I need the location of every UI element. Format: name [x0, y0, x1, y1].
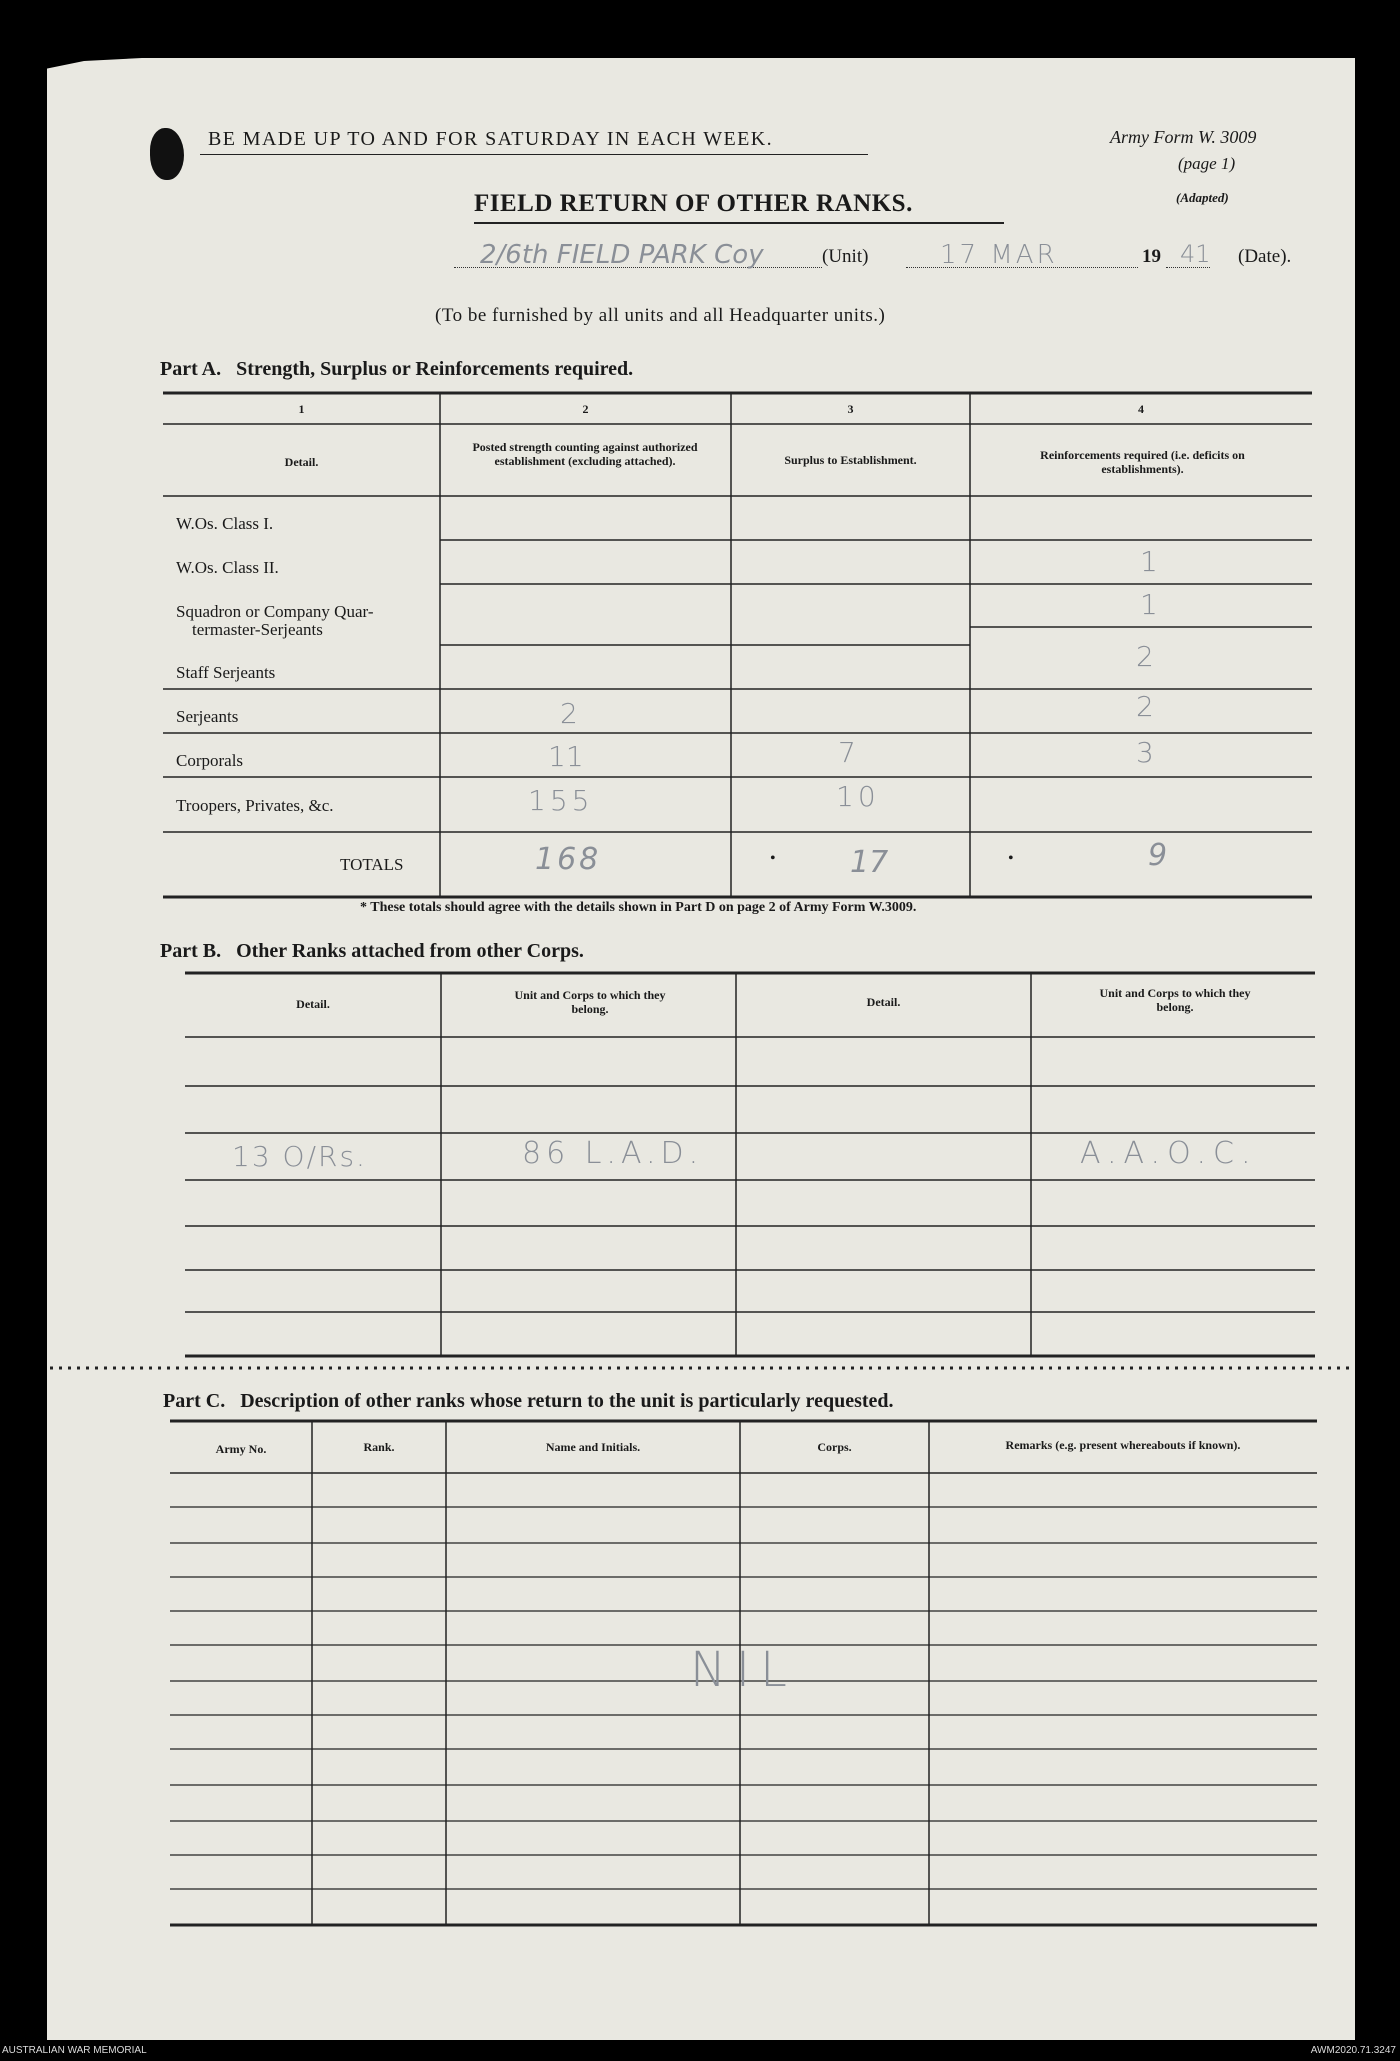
row-detail-wo1: W.Os. Class I. — [176, 514, 274, 533]
instruction-line: BE MADE UP TO AND FOR SATURDAY IN EACH WEEK. — [208, 128, 773, 150]
row-reinf-cpl: 3 — [1136, 736, 1154, 769]
year-prefix: 19 — [1142, 246, 1161, 267]
part-a-header-reinf: Reinforcements required (i.e. deficits on establishments). — [1040, 448, 1245, 476]
part-b-entry-detail: 13 O/Rs. — [232, 1140, 367, 1173]
row-reinf-staff-sgt: 2 — [1136, 640, 1154, 673]
part-b-entry-unit: 86 L.A.D. — [522, 1136, 704, 1171]
part-c-nil-entry: NIL — [690, 1642, 797, 1698]
row-detail-sgt: Serjeants — [176, 707, 239, 726]
row-detail-cqms-cont: termaster-Serjeants — [192, 620, 323, 639]
part-c-heading: Part C. Description of other ranks whose return to the unit is particularly requested. — [163, 1390, 894, 1412]
subtitle: (To be furnished by all units and all Headquarter units.) — [435, 305, 886, 326]
total-posted: 168 — [535, 842, 602, 877]
part-a-header-posted: Posted strength counting against authorized establishment (excluding attached). — [472, 440, 698, 468]
unit-label: (Unit) — [822, 246, 869, 267]
part-c-header-army-no: Army No. — [215, 1442, 267, 1456]
row-posted-ptes: 155 — [528, 784, 594, 817]
part-a-col-num-2: 2 — [582, 402, 589, 416]
page-title: FIELD RETURN OF OTHER RANKS. — [474, 190, 913, 217]
adapted-note: (Adapted) — [1176, 190, 1229, 205]
part-b-header-unit-2: Unit and Corps to which they belong. — [1099, 986, 1251, 1014]
page-number: (page 1) — [1178, 154, 1236, 173]
total-surplus-asterisk: • — [770, 850, 776, 867]
part-c-header-name: Name and Initials. — [545, 1440, 641, 1454]
row-posted-cpl: 11 — [548, 740, 584, 773]
part-b-header-unit-1: Unit and Corps to which they belong. — [514, 988, 666, 1016]
year-value: 41 — [1180, 240, 1211, 268]
part-c-header-remarks: Remarks (e.g. present whereabouts if known). — [1005, 1438, 1241, 1452]
row-detail-staff-sgt: Staff Serjeants — [176, 663, 276, 682]
date-value: 17 MAR — [940, 240, 1058, 270]
row-posted-sgt: 2 — [560, 697, 578, 730]
part-b-entry-corps: A.A.O.C. — [1080, 1136, 1258, 1171]
total-reinf: 9 — [1148, 838, 1168, 873]
part-c-header-corps: Corps. — [817, 1440, 852, 1454]
part-b-header-detail-2: Detail. — [866, 995, 901, 1009]
part-a-header-detail: Detail. — [284, 455, 319, 469]
totals-label: TOTALS — [340, 855, 404, 874]
date-label: (Date). — [1238, 246, 1292, 267]
part-a-header-surplus: Surplus to Establishment. — [784, 453, 917, 467]
part-b-header-detail-1: Detail. — [296, 997, 330, 1011]
part-a-col-num-3: 3 — [847, 402, 854, 416]
row-reinf-wo2: 1 — [1140, 545, 1158, 578]
row-detail-cpl: Corporals — [176, 751, 244, 770]
footer-left: AUSTRALIAN WAR MEMORIAL — [2, 2045, 147, 2056]
part-c-header-rank: Rank. — [363, 1440, 395, 1454]
total-surplus: 17 — [850, 845, 889, 880]
part-a-footnote: * These totals should agree with the details shown in Part D on page 2 of Army Form W.3009. — [360, 900, 917, 915]
total-reinf-asterisk: • — [1008, 850, 1014, 867]
row-surplus-cpl: 7 — [838, 736, 856, 769]
row-detail-ptes: Troopers, Privates, &c. — [176, 796, 334, 815]
row-detail-cqms: Squadron or Company Quar- — [176, 602, 374, 621]
row-surplus-ptes: 10 — [836, 780, 880, 813]
row-reinf-cqms: 1 — [1140, 588, 1158, 621]
part-b-heading: Part B. Other Ranks attached from other Corps. — [160, 940, 584, 962]
unit-value: 2/6th FIELD PARK Coy — [480, 240, 764, 270]
form-id: Army Form W. 3009 — [1110, 127, 1257, 147]
row-detail-wo2: W.Os. Class II. — [176, 558, 279, 577]
part-a-col-num-1: 1 — [298, 402, 305, 416]
row-reinf-sgt: 2 — [1136, 690, 1154, 723]
part-a-col-num-4: 4 — [1138, 402, 1144, 416]
part-a-heading: Part A. Strength, Surplus or Reinforcements required. — [160, 358, 634, 380]
footer-right: AWM2020.71.3247 — [1310, 2045, 1396, 2056]
